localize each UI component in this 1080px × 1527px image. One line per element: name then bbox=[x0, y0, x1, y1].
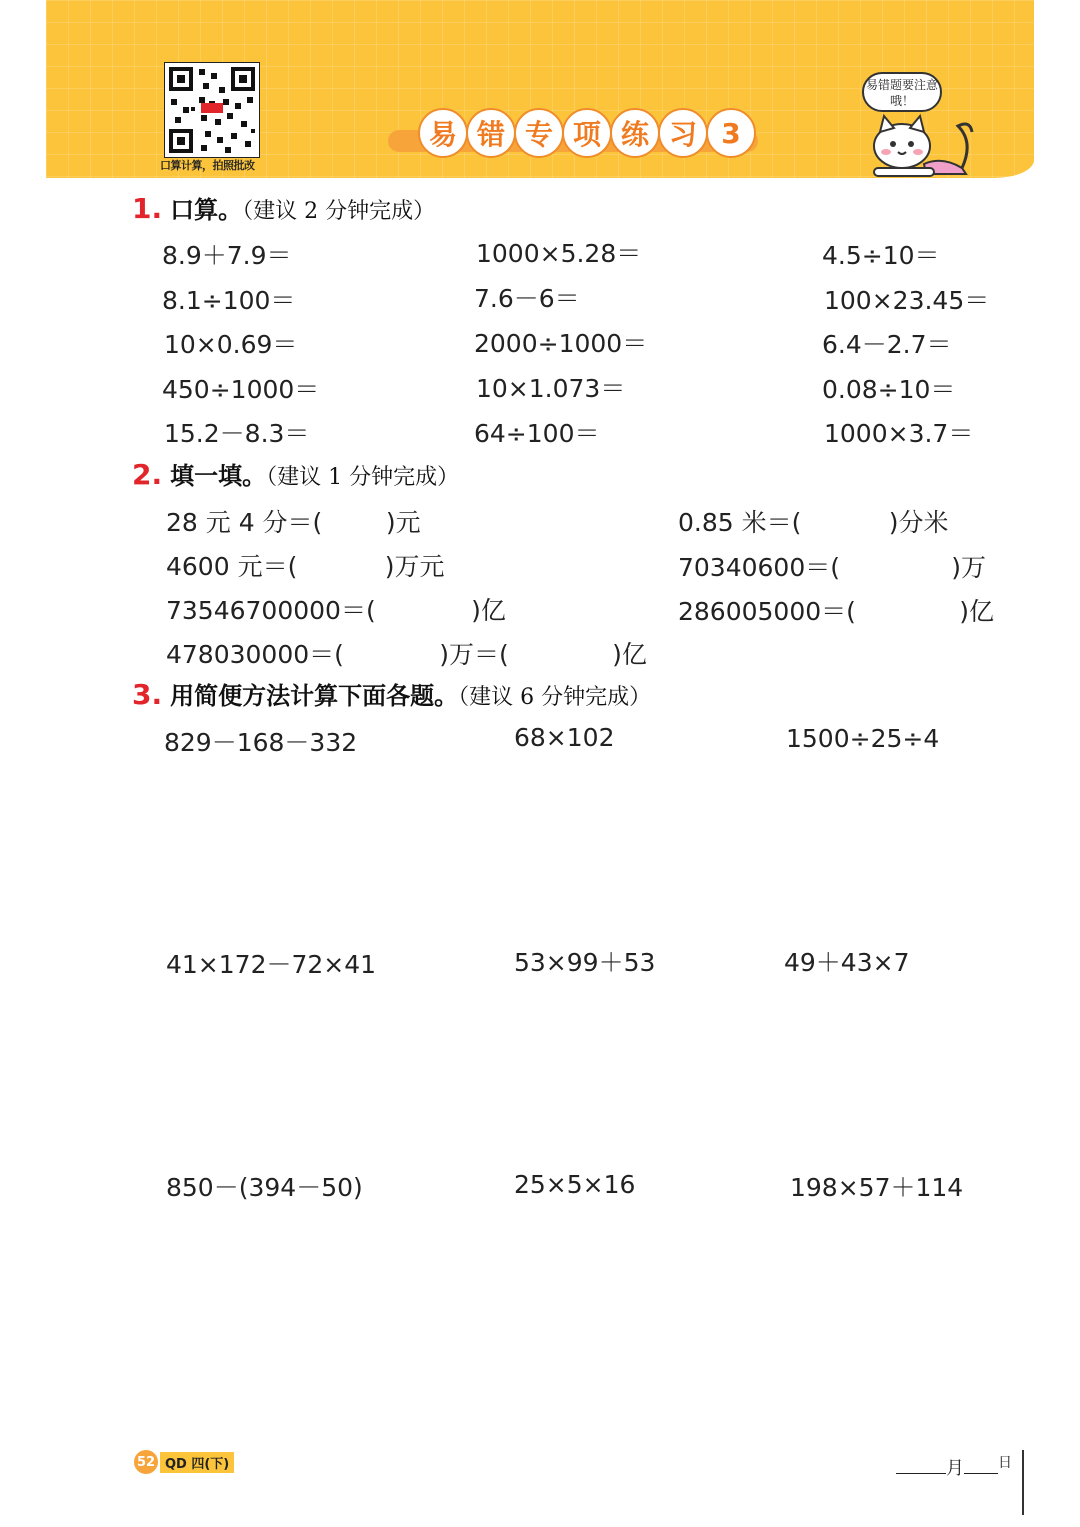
section-title: 填一填。 bbox=[170, 462, 267, 490]
section-note: （建议 6 分钟完成） bbox=[458, 685, 652, 710]
page-badge bbox=[134, 1450, 234, 1474]
qr-code-icon bbox=[165, 63, 259, 157]
oral-problem: 450÷1000＝ bbox=[162, 375, 320, 404]
title-char: 易 bbox=[418, 108, 468, 158]
page-edge-line bbox=[1022, 1450, 1024, 1515]
oral-problem: 10×1.073＝ bbox=[476, 374, 626, 403]
simplify-problem: 53×99＋53 bbox=[514, 948, 656, 977]
fill-problem: 73546700000＝( )亿 bbox=[166, 596, 506, 625]
qr-code[interactable] bbox=[164, 62, 260, 158]
fill-problem: 478030000＝( )万＝( )亿 bbox=[166, 640, 647, 669]
section-number: 1. bbox=[132, 192, 163, 225]
oral-problem: 0.08÷10＝ bbox=[822, 375, 956, 404]
section-2-heading bbox=[132, 456, 459, 491]
oral-problem: 1000×3.7＝ bbox=[824, 419, 974, 448]
oral-problem: 4.5÷10＝ bbox=[822, 241, 940, 270]
section-title: 口算。 bbox=[170, 196, 243, 224]
oral-problem: 15.2－8.3＝ bbox=[164, 419, 310, 448]
page-title bbox=[388, 108, 758, 158]
section-number: 3. bbox=[132, 678, 163, 711]
month-blank bbox=[896, 1473, 946, 1474]
section-1-heading bbox=[132, 190, 435, 225]
speech-bubble: 易错题要注意哦！ bbox=[862, 72, 942, 112]
simplify-problem: 41×172－72×41 bbox=[166, 950, 377, 979]
fill-problem: 0.85 米＝( )分米 bbox=[678, 508, 949, 537]
oral-problem: 100×23.45＝ bbox=[824, 286, 990, 315]
oral-problem: 7.6－6＝ bbox=[474, 284, 580, 313]
fill-problem: 286005000＝( )亿 bbox=[678, 597, 994, 626]
fill-problem: 4600 元＝( )万元 bbox=[166, 552, 445, 581]
cat-mascot-icon bbox=[866, 112, 976, 178]
qr-caption: 口算计算，拍照批改 bbox=[160, 159, 255, 172]
title-char: 项 bbox=[562, 108, 612, 158]
oral-problem: 8.9＋7.9＝ bbox=[162, 241, 292, 270]
oral-problem: 2000÷1000＝ bbox=[474, 329, 648, 358]
date-line bbox=[896, 1452, 1012, 1480]
oral-problem: 64÷100＝ bbox=[474, 419, 600, 448]
section-number: 2. bbox=[132, 458, 163, 491]
title-char: 3 bbox=[706, 108, 756, 158]
fill-problem: 70340600＝( )万 bbox=[678, 553, 987, 582]
title-char: 练 bbox=[610, 108, 660, 158]
section-note: （建议 2 分钟完成） bbox=[242, 199, 436, 224]
title-char: 专 bbox=[514, 108, 564, 158]
title-char: 错 bbox=[466, 108, 516, 158]
simplify-problem: 850－(394－50) bbox=[166, 1173, 363, 1202]
section-note: （建议 1 分钟完成） bbox=[266, 465, 460, 490]
title-char: 习 bbox=[658, 108, 708, 158]
month-label: 月 bbox=[946, 1458, 964, 1479]
oral-problem: 8.1÷100＝ bbox=[162, 286, 296, 315]
simplify-problem: 68×102 bbox=[514, 723, 615, 752]
simplify-problem: 198×57＋114 bbox=[790, 1173, 964, 1202]
simplify-problem: 49＋43×7 bbox=[784, 948, 910, 977]
simplify-problem: 829－168－332 bbox=[164, 728, 358, 757]
page-number: 52 bbox=[134, 1450, 158, 1474]
day-label: 日 bbox=[998, 1455, 1012, 1471]
oral-problem: 1000×5.28＝ bbox=[476, 239, 642, 268]
simplify-problem: 1500÷25÷4 bbox=[786, 724, 940, 753]
book-tag: QD 四(下) bbox=[160, 1452, 234, 1473]
fill-problem: 28 元 4 分＝( )元 bbox=[166, 508, 421, 537]
simplify-problem: 25×5×16 bbox=[514, 1170, 636, 1199]
section-title: 用简便方法计算下面各题。 bbox=[170, 682, 459, 710]
oral-problem: 10×0.69＝ bbox=[164, 330, 298, 359]
day-blank bbox=[964, 1473, 998, 1474]
oral-problem: 6.4－2.7＝ bbox=[822, 330, 952, 359]
section-3-heading bbox=[132, 676, 651, 711]
